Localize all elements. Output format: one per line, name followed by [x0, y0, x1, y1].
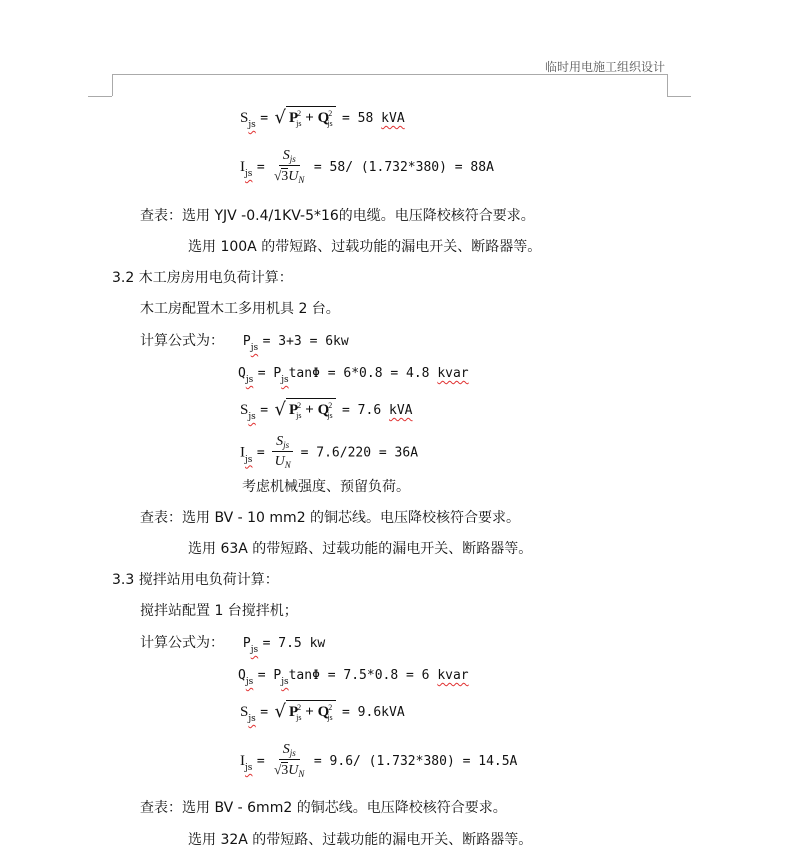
formula-i-current: $I_{js}$ = $\frac{S_{js}}{U_N}$ = 7.6/220 = 36A: [240, 434, 419, 470]
formula-s-apparent-power: $S_{js}$ = √ $P^2_{js} + Q^2_{js}$ = 9.6kVA: [240, 701, 405, 724]
formula-p-load: 计算公式为： $P_{js} = 7.5$ kw: [140, 635, 326, 655]
formula-s-apparent-power: $S_{js}$ = √ $P^2_{js} + Q^2_{js}$ = 7.6 kVA: [240, 399, 413, 422]
crop-mark: [112, 74, 113, 96]
section-heading: 3.2 木工房房用电负荷计算：: [112, 270, 293, 286]
selection-text: 选用 100A 的带短路、过载功能的漏电开关、断路器等。: [188, 239, 542, 255]
section-heading: 3.3 搅拌站用电负荷计算：: [112, 572, 279, 588]
formula-i-current: $I_{js}$ = $\frac{S_{js}}{√3U_N}$ = 9.6/ (1.732*380) = 14.5A: [240, 742, 518, 779]
formula-result: = 58 kVA: [342, 111, 405, 126]
formula-q-reactive: $Q_{js} = P_{js}\tan\Phi = 7.5*0.8 = 6$ kvar: [238, 668, 469, 687]
formula-subscript: js: [245, 169, 253, 179]
page-header-title: 临时用电施工组织设计: [544, 60, 665, 74]
formula-symbol: S: [240, 110, 249, 126]
fraction: $\frac{S_{js}}{√3U_N}$: [274, 148, 305, 185]
note-text: 考虑机械强度、预留负荷。: [242, 479, 410, 495]
formula-p-load: 计算公式为： $P_{js} = 3+3 = 6kw$: [140, 333, 349, 353]
selection-text: 选用 32A 的带短路、过载功能的漏电开关、断路器等。: [188, 832, 533, 848]
check-text: 查表：选用 YJV -0.4/1KV-5*16的电缆。电压降校核符合要求。: [140, 208, 535, 224]
formula-result: = 58/ (1.732*380) = 88A: [313, 160, 494, 175]
selection-text: 选用 63A 的带短路、过载功能的漏电开关、断路器等。: [188, 541, 533, 557]
check-text: 查表：选用 BV - 6mm2 的铜芯线。电压降校核符合要求。: [140, 800, 507, 816]
section-intro: 木工房配置木工多用机具 2 台。: [140, 301, 340, 317]
formula-i-current: $I_{js}$ = $\frac{S_{js}}{√3U_N}$ = 58/ (1.732*380) = 88A: [240, 148, 494, 185]
check-text: 查表：选用 BV - 10 mm2 的铜芯线。电压降校核符合要求。: [140, 510, 521, 526]
formula-q-reactive: $Q_{js} = P_{js}\tan\Phi = 6*0.8 = 4.8$ kvar: [238, 366, 469, 385]
sqrt-expression: √ $P^2_{js} + Q^2_{js}$: [275, 106, 336, 130]
formula-s-apparent-power: [240, 106, 405, 130]
equals-sign: =: [260, 111, 269, 126]
section-intro: 搅拌站配置 1 台搅拌机；: [140, 603, 298, 619]
header-rule: [112, 74, 668, 75]
crop-mark: [88, 96, 112, 97]
crop-mark: [667, 74, 668, 96]
formula-subscript: js: [248, 120, 256, 130]
crop-mark: [667, 96, 691, 97]
formula-symbol: I: [240, 159, 245, 175]
